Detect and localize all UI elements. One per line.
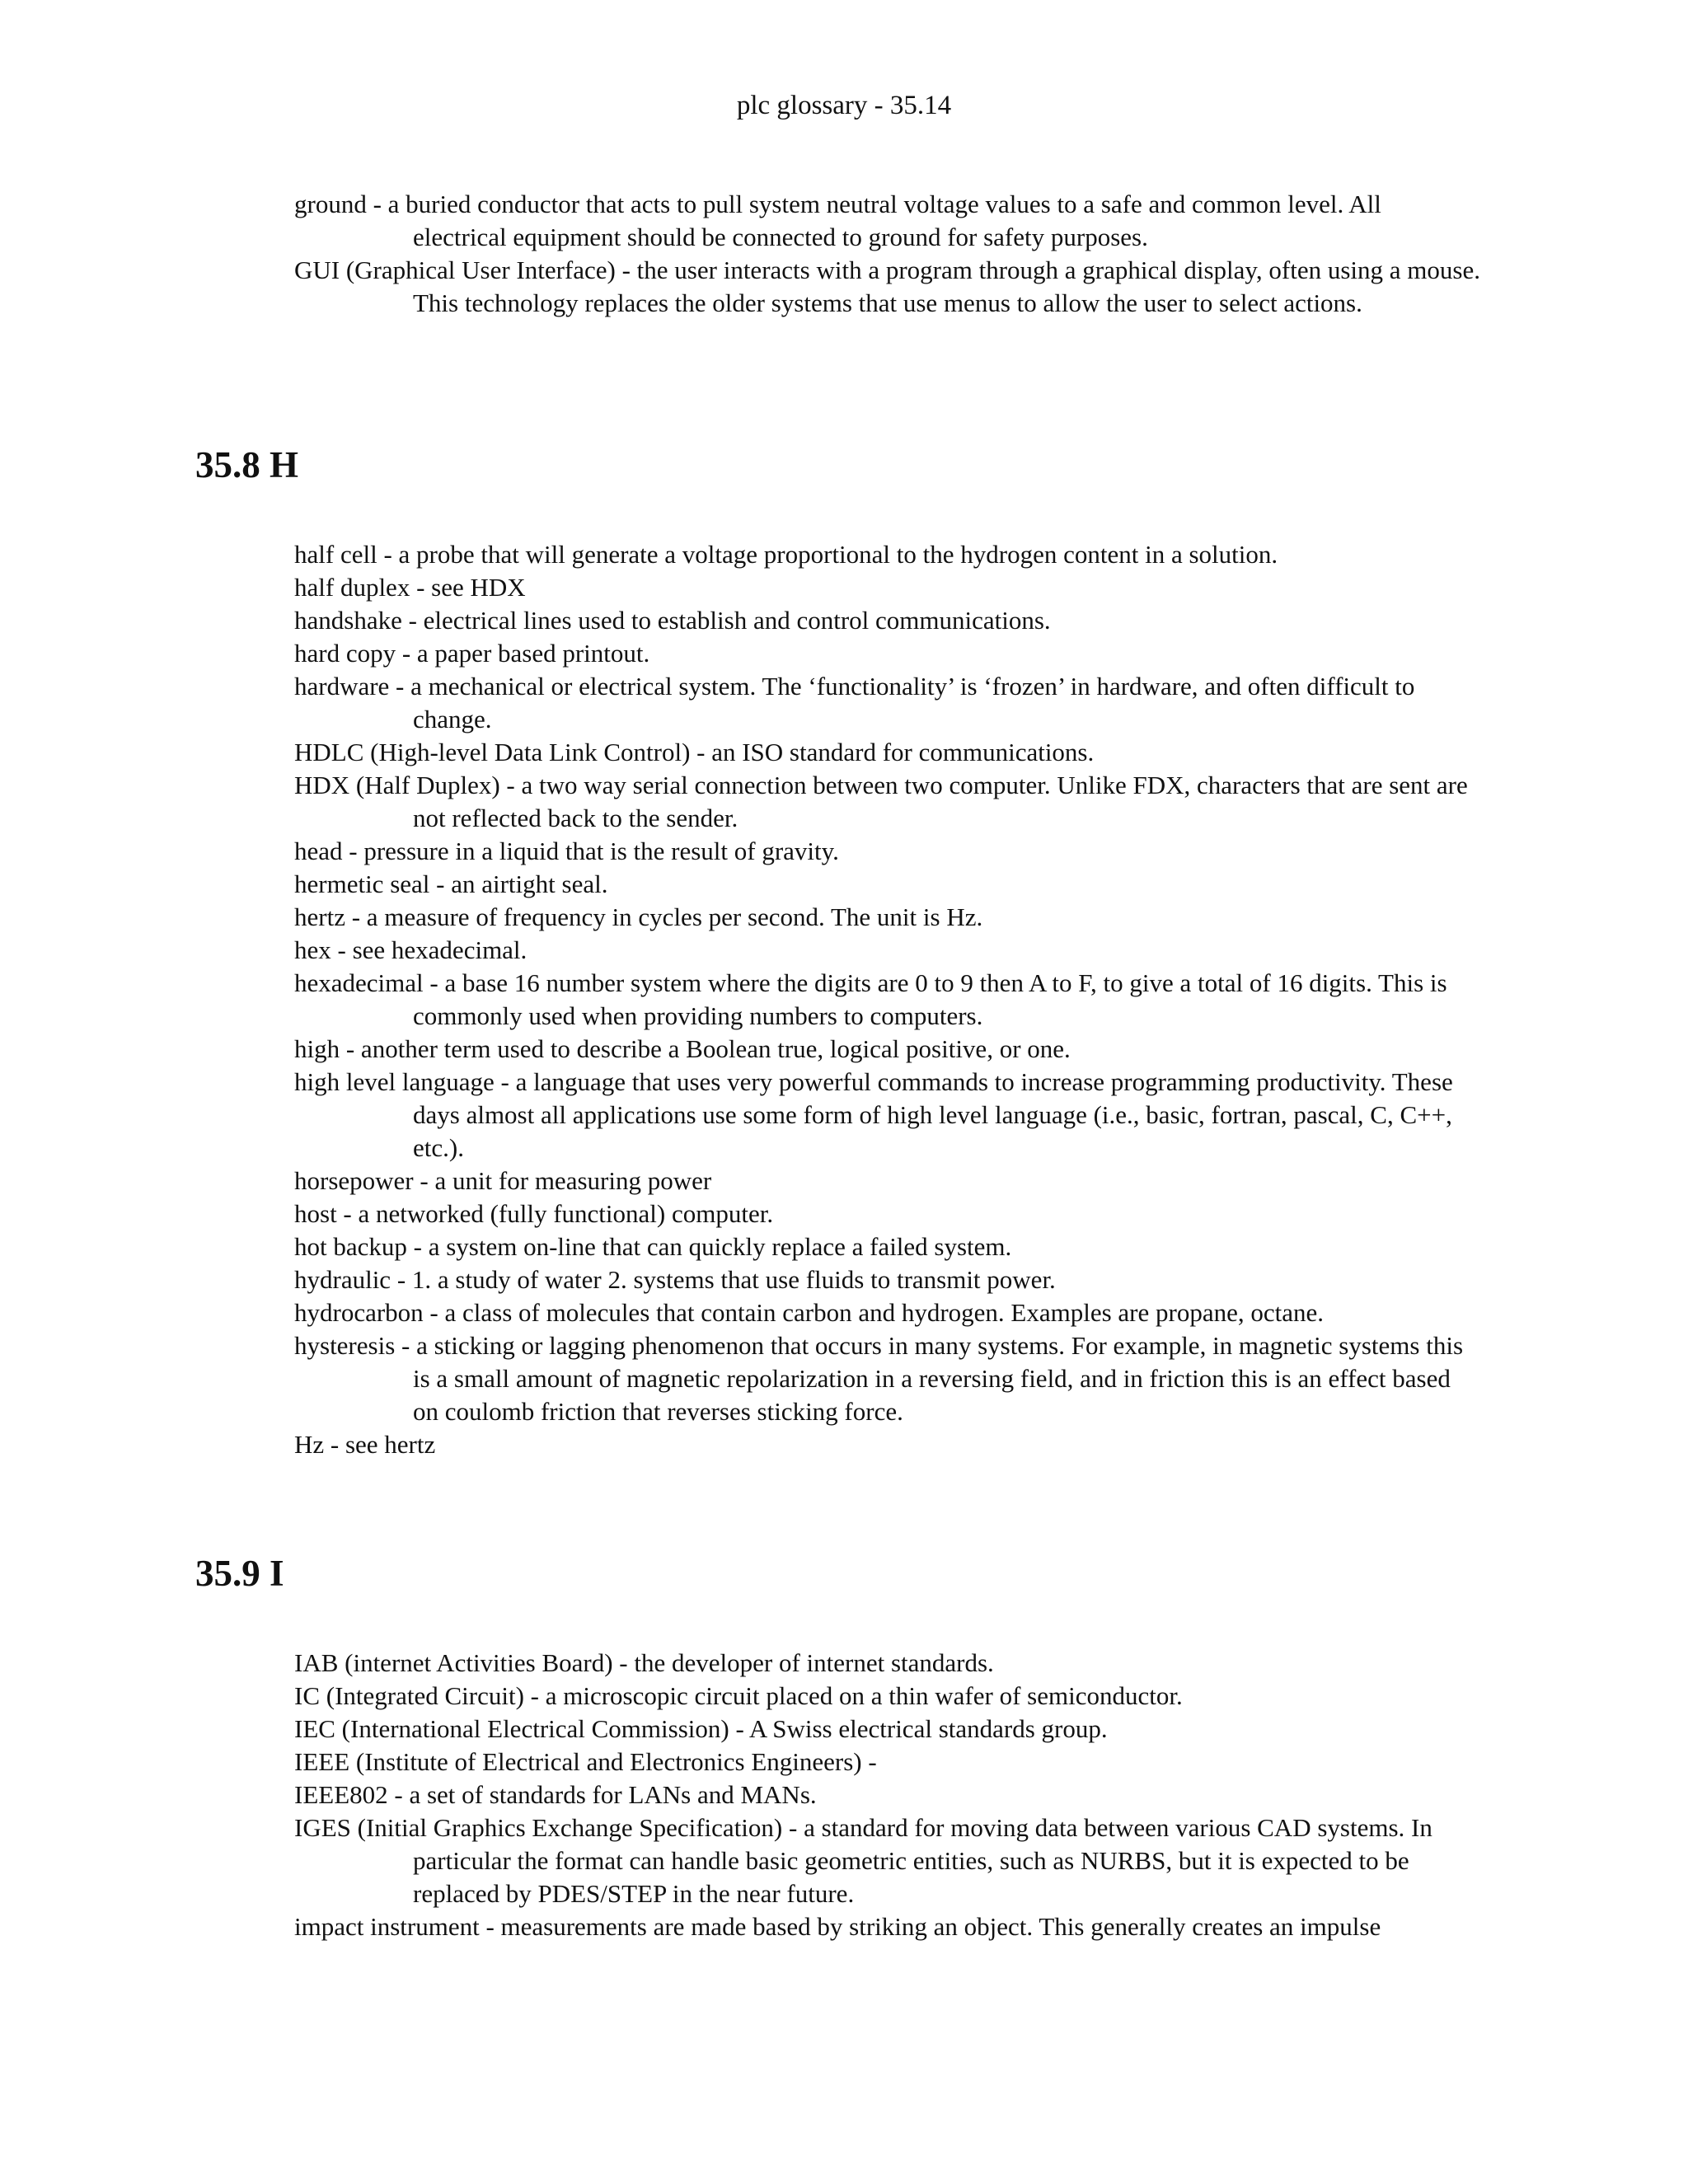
glossary-entry: HDX (Half Duplex) - a two way serial connection between two computer. Unlike FDX, characters that are sent are not reflected back to the sender.	[294, 771, 1468, 832]
glossary-entry: half cell - a probe that will generate a voltage proportional to the hydrogen content in a solution.	[294, 540, 1278, 569]
section-heading-h: 35.8 H	[195, 444, 299, 485]
glossary-entry: handshake - electrical lines used to establish and control communications.	[294, 606, 1051, 635]
glossary-entry: hot backup - a system on-line that can quickly replace a failed system.	[294, 1232, 1012, 1261]
glossary-entry: IGES (Initial Graphics Exchange Specification) - a standard for moving data between various CAD systems. In particular the format can handle basic geometric entities, such as NURBS, but it is expected to be replaced by PDES/STEP in the near future.	[294, 1813, 1432, 1908]
glossary-entry: IEEE (Institute of Electrical and Electronics Engineers) -	[294, 1747, 877, 1776]
glossary-entry: IAB (internet Activities Board) - the developer of internet standards.	[294, 1648, 994, 1677]
glossary-entry: high - another term used to describe a Boolean true, logical positive, or one.	[294, 1034, 1071, 1063]
glossary-entry: high level language - a language that uses very powerful commands to increase programming productivity. These days almost all applications use some form of high level language (i.e., basic, fortran, pascal, C, C++, etc.).	[294, 1067, 1453, 1162]
section-heading-i: 35.9 I	[195, 1553, 284, 1594]
glossary-entry: hard copy - a paper based printout.	[294, 639, 650, 668]
glossary-entry-ground: ground - a buried conductor that acts to pull system neutral voltage values to a safe and common level. All electrical equipment should be connected to ground for safety purposes.	[294, 190, 1381, 251]
glossary-entry: head - pressure in a liquid that is the result of gravity.	[294, 837, 839, 865]
glossary-entry: IEEE802 - a set of standards for LANs and MANs.	[294, 1780, 817, 1809]
glossary-entry: hysteresis - a sticking or lagging phenomenon that occurs in many systems. For example, in magnetic systems this is a small amount of magnetic repolarization in a reversing field, and in friction this is an effect based on coulomb friction that reverses sticking force.	[294, 1331, 1464, 1426]
page-header: plc glossary - 35.14	[736, 91, 952, 120]
glossary-entry: host - a networked (fully functional) computer.	[294, 1199, 774, 1228]
intro-glossary-list	[294, 188, 1481, 320]
glossary-entry: impact instrument - measurements are made based by striking an object. This generally creates an impulse	[294, 1912, 1381, 1941]
section-i-glossary-list	[294, 1647, 1481, 1943]
glossary-entry: half duplex - see HDX	[294, 573, 526, 602]
glossary-entry: hydrocarbon - a class of molecules that contain carbon and hydrogen. Examples are propane, octane.	[294, 1298, 1324, 1327]
glossary-entry: hex - see hexadecimal.	[294, 935, 528, 964]
glossary-entry: IEC (International Electrical Commission) - A Swiss electrical standards group.	[294, 1714, 1108, 1743]
glossary-entry: hardware - a mechanical or electrical system. The ‘functionality’ is ‘frozen’ in hardware, and often difficult to change.	[294, 672, 1415, 733]
glossary-entry-gui: GUI (Graphical User Interface) - the user interacts with a program through a graphical display, often using a mouse. This technology replaces the older systems that use menus to allow the user to select actions.	[294, 255, 1480, 317]
glossary-entry: hydraulic - 1. a study of water 2. systems that use fluids to transmit power.	[294, 1265, 1056, 1294]
glossary-entry: HDLC (High-level Data Link Control) - an ISO standard for communications.	[294, 738, 1095, 766]
section-h-glossary-list	[294, 538, 1481, 1461]
glossary-entry: IC (Integrated Circuit) - a microscopic circuit placed on a thin wafer of semiconductor.	[294, 1681, 1183, 1710]
glossary-entry: hermetic seal - an airtight seal.	[294, 869, 608, 898]
glossary-entry: hexadecimal - a base 16 number system where the digits are 0 to 9 then A to F, to give a total of 16 digits. This is commonly used when providing numbers to computers.	[294, 968, 1447, 1030]
glossary-entry: horsepower - a unit for measuring power	[294, 1166, 712, 1195]
glossary-entry: Hz - see hertz	[294, 1430, 436, 1459]
glossary-entry: hertz - a measure of frequency in cycles per second. The unit is Hz.	[294, 902, 983, 931]
